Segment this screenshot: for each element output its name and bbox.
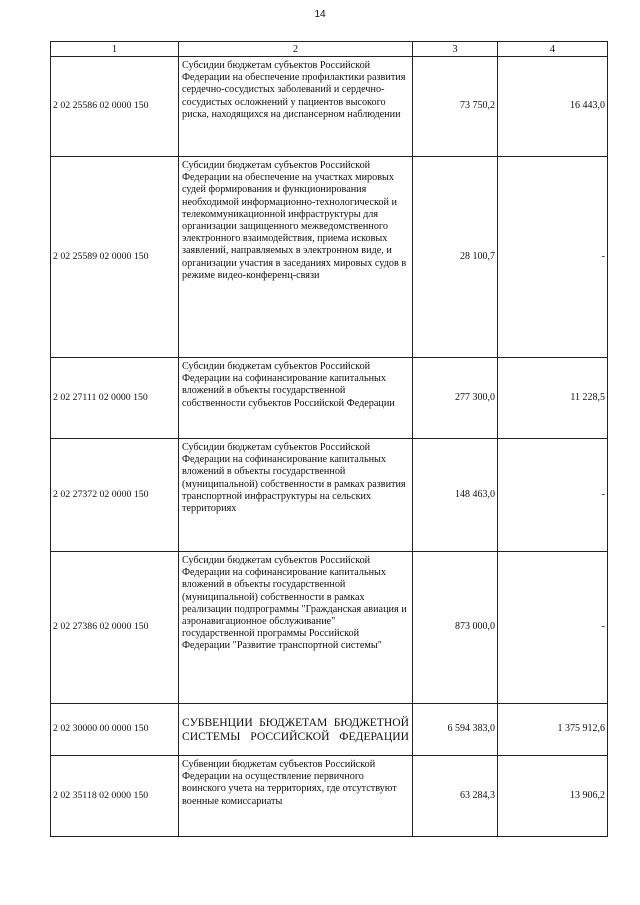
table-row (51, 439, 608, 552)
row-code: 2 02 27386 02 0000 150 (51, 552, 179, 704)
table-row (51, 704, 608, 756)
table-row (51, 358, 608, 439)
row-col4: 11 228,5 (498, 358, 608, 439)
row-col4: - (498, 439, 608, 552)
row-col4: 16 443,0 (498, 57, 608, 157)
row-col3: 873 000,0 (413, 552, 498, 704)
row-code: 2 02 25586 02 0000 150 (51, 57, 179, 157)
row-code: 2 02 35118 02 0000 150 (51, 756, 179, 837)
budget-table (50, 41, 608, 837)
row-name: Субсидии бюджетам субъектов Российской Федерации на обеспечение профилактики развития сердечно-сосудистых заболеваний и сердечно-сосудистых осложнений у пациентов высокого риска, находящихся на диспансерном наблюдении (179, 57, 413, 157)
row-name: Субсидии бюджетам субъектов Российской Федерации на обеспечение на участках мировых судей формирования и функционирования необходимой информационно-технологической и телекоммуникационной инфраструктуры для организации защищенного межведомственного электронного взаимодействия, приема исковых заявлений, направляемых в электронном виде, и организации участия в заседаниях мировых судов в режиме видео-конференц-связи (179, 157, 413, 358)
table-row (51, 552, 608, 704)
row-col3: 28 100,7 (413, 157, 498, 358)
row-col3: 148 463,0 (413, 439, 498, 552)
row-code: 2 02 27111 02 0000 150 (51, 358, 179, 439)
row-col3: 6 594 383,0 (413, 704, 498, 756)
row-col3: 63 284,3 (413, 756, 498, 837)
page-number: 14 (314, 9, 326, 20)
row-col4: - (498, 157, 608, 358)
row-code: 2 02 25589 02 0000 150 (51, 157, 179, 358)
table-header-row (51, 42, 608, 57)
column-header-1: 1 (51, 42, 179, 57)
column-header-3: 3 (413, 42, 498, 57)
row-code: 2 02 30000 00 0000 150 (51, 704, 179, 756)
row-name: Субвенции бюджетам субъектов Российской Федерации на осуществление первичного воинского учета на территориях, где отсутствуют военные комиссариаты (179, 756, 413, 837)
row-name: Субсидии бюджетам субъектов Российской Федерации на софинансирование капитальных вложений в объекты государственной (муниципальной) собственности в рамках развития транспортной инфраструктуры на сельских территориях (179, 439, 413, 552)
row-name: Субсидии бюджетам субъектов Российской Федерации на софинансирование капитальных вложений в объекты государственной (муниципальной) собственности в рамках реализации подпрограммы "Гражданская авиация и аэронавигационное обслуживание" государственной программы Российской Федерации "Развитие транспортной системы" (179, 552, 413, 704)
row-col4: - (498, 552, 608, 704)
row-name: Субсидии бюджетам субъектов Российской Федерации на софинансирование капитальных вложений в объекты государственной собственности субъектов Российской Федерации (179, 358, 413, 439)
table-row (51, 57, 608, 157)
row-col3: 277 300,0 (413, 358, 498, 439)
row-col4: 13 906,2 (498, 756, 608, 837)
row-col4: 1 375 912,6 (498, 704, 608, 756)
table-row (51, 756, 608, 837)
column-header-2: 2 (179, 42, 413, 57)
column-header-4: 4 (498, 42, 608, 57)
row-code: 2 02 27372 02 0000 150 (51, 439, 179, 552)
row-col3: 73 750,2 (413, 57, 498, 157)
row-name: СУБВЕНЦИИ БЮДЖЕТАМ БЮДЖЕТНОЙ СИСТЕМЫ РОССИЙСКОЙ ФЕДЕРАЦИИ (179, 704, 413, 756)
table-row (51, 157, 608, 358)
